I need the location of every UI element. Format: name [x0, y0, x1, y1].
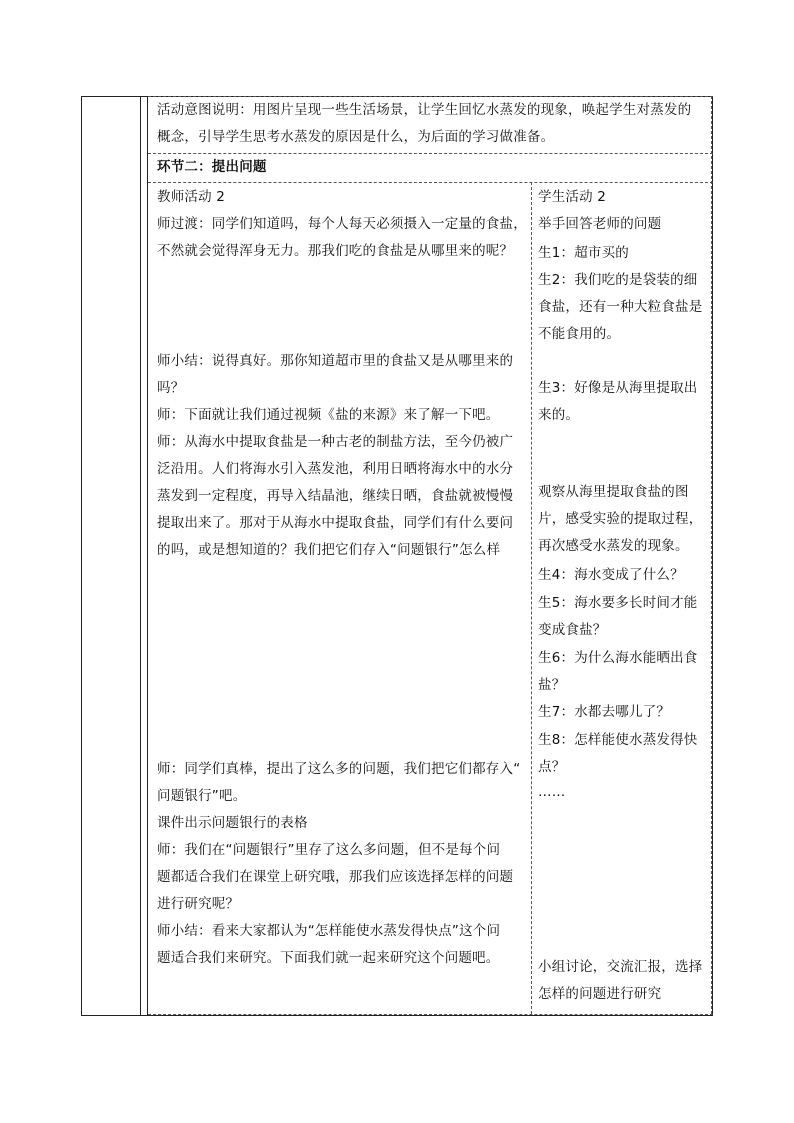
intent-line-2: 概念，引导学生思考水蒸发的原因是什么，为后面的学习做准备。 [157, 129, 555, 145]
student-line: 观察从海里提取食盐的图 [538, 484, 689, 500]
student-line: 生2：我们吃的是袋装的细 [538, 272, 698, 288]
teacher-line: 师：同学们真棒，提出了这么多的问题，我们把它们都存入“ [157, 761, 521, 777]
dashed-rule-bottom [148, 1014, 713, 1015]
student-line: 小组讨论，交流汇报，选择 [538, 959, 703, 975]
student-line: 生5：海水要多长时间才能 [538, 595, 698, 611]
teacher-line: 课件出示问题银行的表格 [157, 815, 308, 831]
student-line: 生8：怎样能使水蒸发得快 [538, 732, 698, 748]
teacher-line: 的吗，或是想知道的？我们把它们存入“问题银行”怎么样 [157, 542, 501, 558]
student-line: 来的。 [538, 407, 580, 423]
teacher-line: 不然就会觉得浑身无力。那我们吃的食盐是从哪里来的呢？ [157, 243, 514, 259]
teacher-line: 师：我们在“问题银行”里存了这么多问题，但不是每个问 [157, 842, 501, 858]
student-line: 怎样的问题进行研究 [538, 986, 662, 1002]
student-line: 生7：水都去哪儿了？ [538, 704, 671, 720]
teacher-line: 师过渡：同学们知道吗，每个人每天必须摄入一定量的食盐， [157, 216, 527, 232]
section-title: 环节二：提出问题 [157, 159, 267, 175]
dashed-rule-right [711, 96, 712, 1014]
column-divider-inner [147, 97, 148, 1015]
student-line: 生1：超市买的 [538, 245, 629, 261]
student-line: 再次感受水蒸发的现象。 [538, 538, 689, 554]
teacher-line: 泛沿用。人们将海水引入蒸发池，利用日晒将海水中的水分 [157, 461, 514, 477]
intent-line-1: 活动意图说明：用图片呈现一些生活场景，让学生回忆水蒸发的现象，唤起学生对蒸发的 [157, 102, 692, 118]
teacher-line: 师小结：说得真好。那你知道超市里的食盐又是从哪里来的 [157, 353, 514, 369]
teacher-line: 蒸发到一定程度，再导入结晶池，继续日晒，食盐就被慢慢 [157, 488, 514, 504]
teacher-line: 题适合我们来研究。下面我们就一起来研究这个问题吧。 [157, 950, 500, 966]
teacher-line: 师：下面就让我们通过视频《盐的来源》来了解一下吧。 [157, 407, 500, 423]
dashed-rule-after-section [148, 182, 713, 183]
student-line: 片，感受实验的提取过程， [538, 511, 703, 527]
student-line: 生6：为什么海水能晒出食 [538, 650, 698, 666]
teacher-line: 问题银行”吧。 [157, 788, 247, 804]
student-line: 点？ [538, 759, 566, 775]
student-line: 生4：海水变成了什么？ [538, 567, 684, 583]
student-line: 盐？ [538, 677, 566, 693]
column-divider-left [140, 97, 141, 1015]
teacher-line: 提取出来了。那对于从海水中提取食盐，同学们有什么要问 [157, 515, 514, 531]
teacher-line: 题都适合我们在课堂上研究哦，那我们应该选择怎样的问题 [157, 869, 514, 885]
student-line: 不能食用的。 [538, 326, 621, 342]
student-line: 食盐，还有一种大粒食盐是 [538, 299, 703, 315]
teacher-line: 师：从海水中提取食盐是一种古老的制盐方法，至今仍被广 [157, 434, 514, 450]
student-header: 学生活动 2 [538, 189, 607, 205]
teacher-header: 教师活动 2 [157, 189, 226, 205]
teacher-line: 进行研究呢？ [157, 896, 240, 912]
teacher-line: 吗？ [157, 380, 185, 396]
dashed-rule-column-split [531, 182, 532, 1014]
student-line: 生3：好像是从海里提取出 [538, 380, 698, 396]
student-line: 举手回答老师的问题 [538, 216, 662, 232]
student-line: 变成食盐？ [538, 622, 607, 638]
student-line: …… [538, 784, 566, 800]
teacher-line: 师小结：看来大家都认为“怎样能使水蒸发得快点”这个问 [157, 923, 501, 939]
